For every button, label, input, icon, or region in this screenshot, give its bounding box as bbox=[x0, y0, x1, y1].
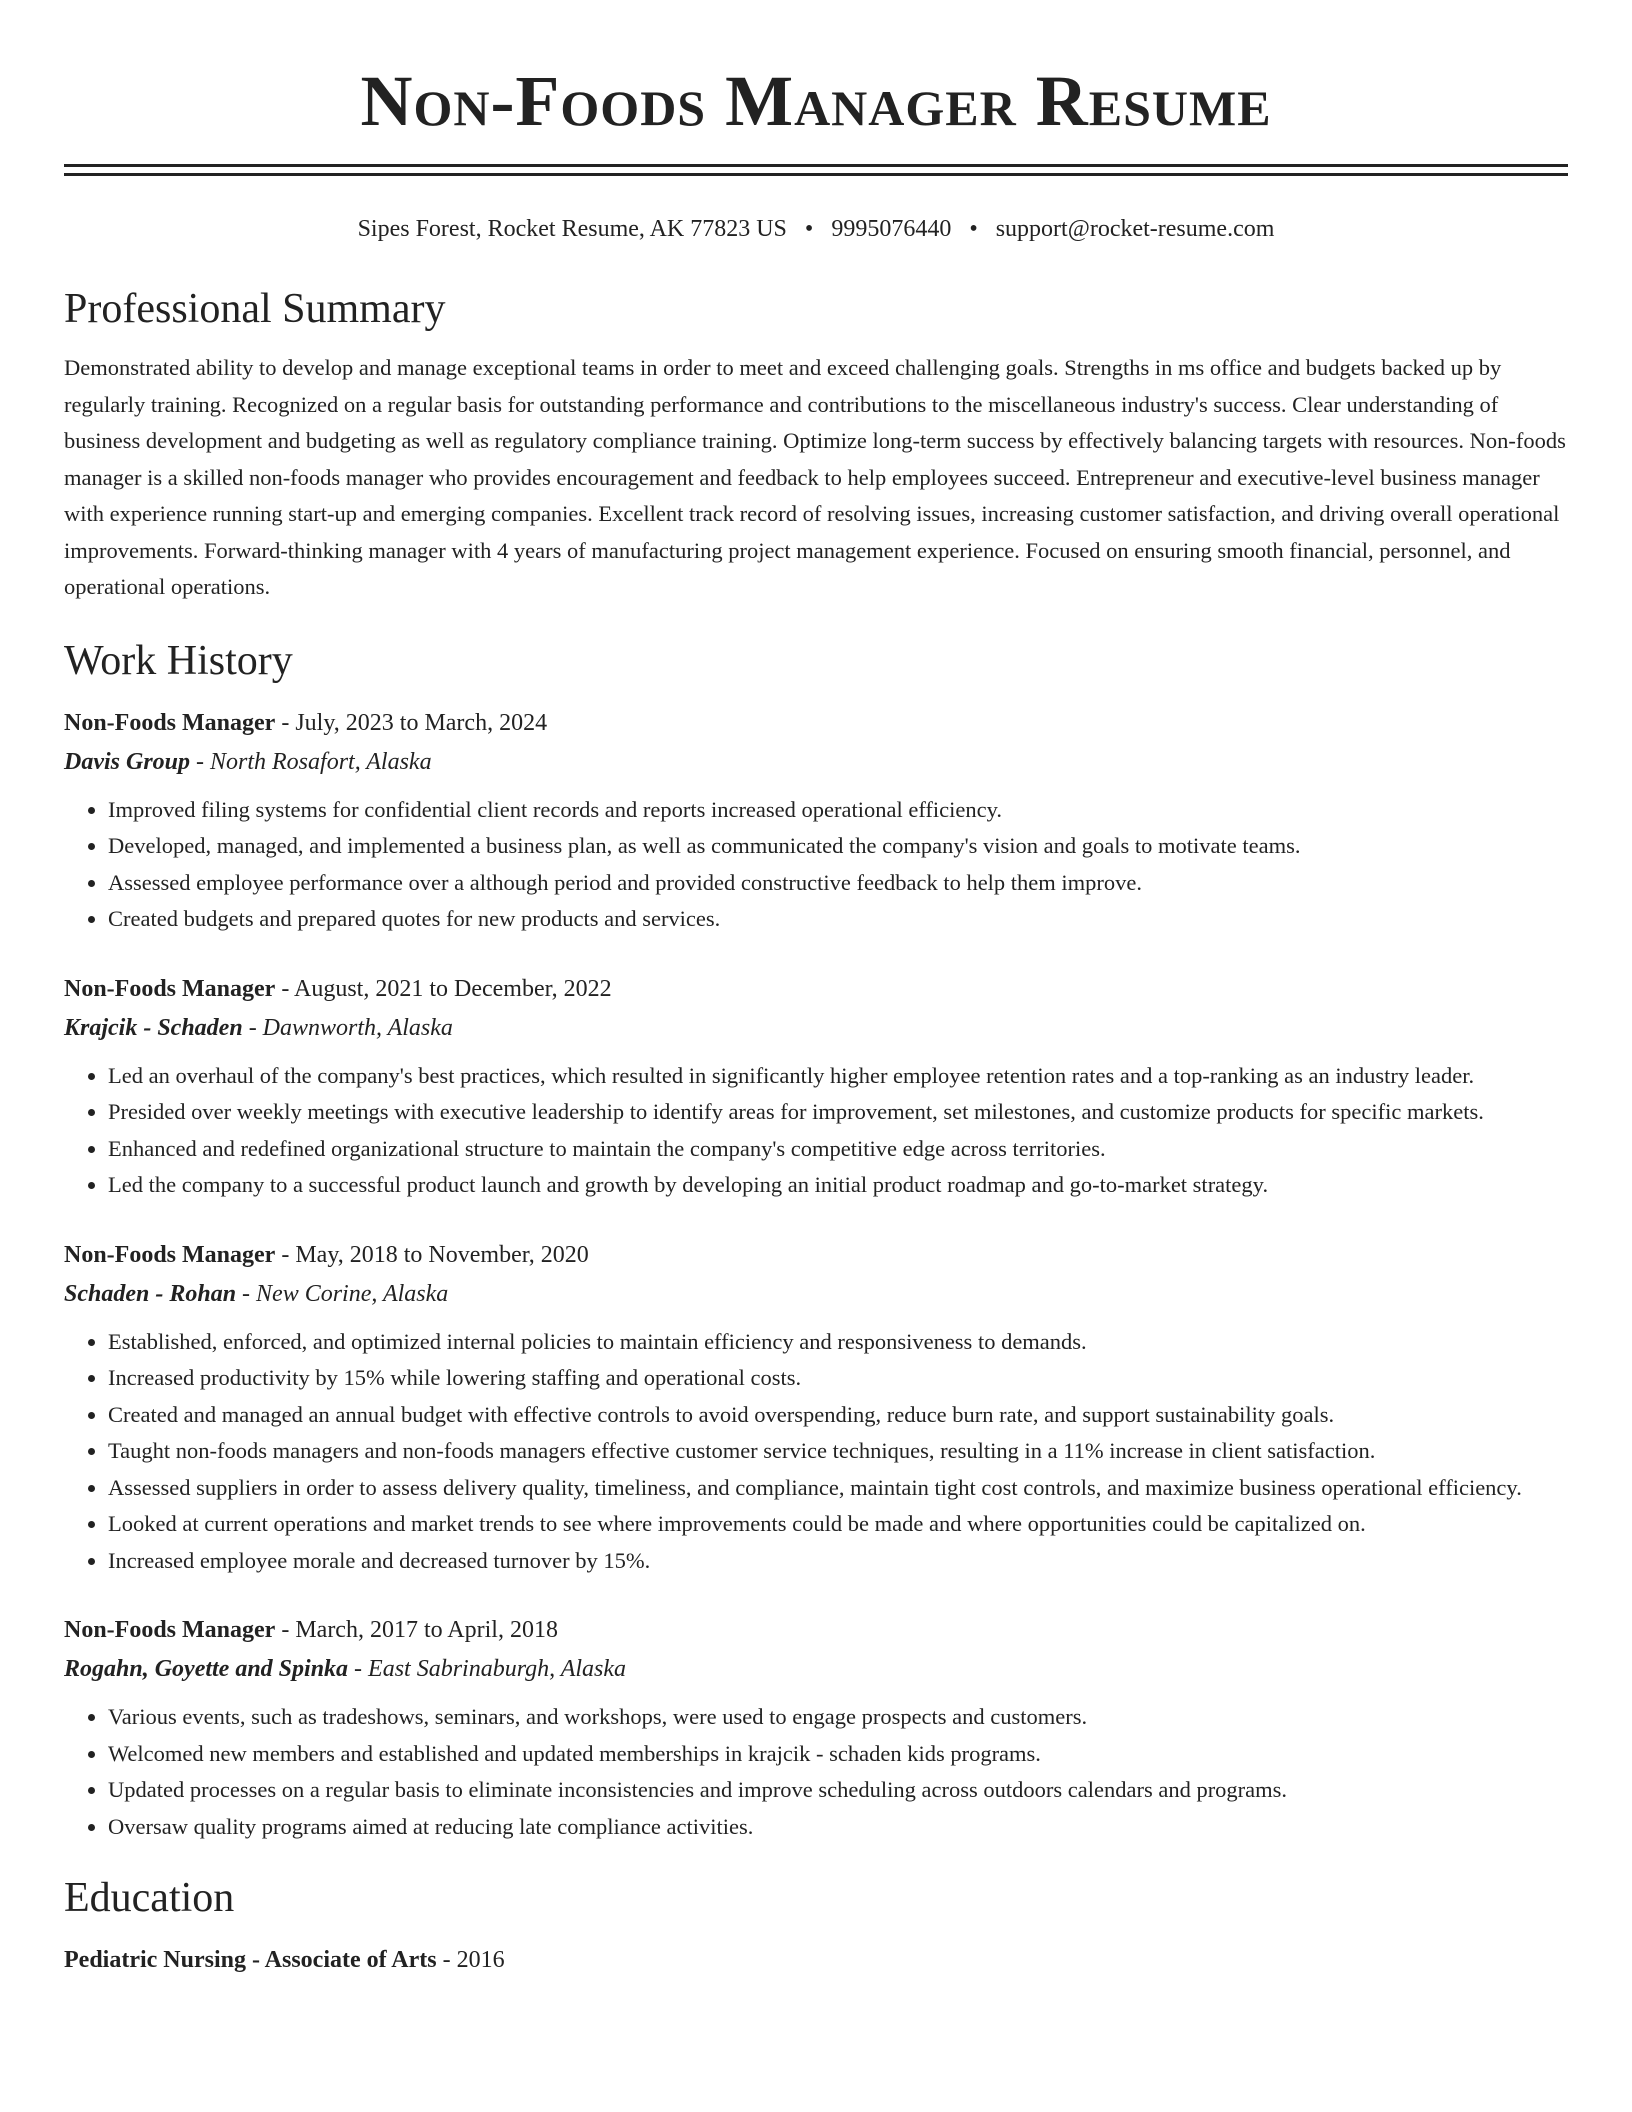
job-title-line bbox=[64, 1236, 1568, 1274]
job-bullet: • Updated processes on a regular basis to eliminate inconsistencies and improve scheduling across outdoors calendars and programs. bbox=[108, 1772, 1568, 1809]
job-bullets bbox=[64, 792, 1568, 938]
work-history-heading: Work History bbox=[64, 637, 293, 684]
job-dates: - March, 2017 to April, 2018 bbox=[275, 1617, 558, 1643]
job-bullet: • Led an overhaul of the company's best practices, which resulted in significantly higher employee retention rates and a top-ranking as an industry leader. bbox=[108, 1058, 1568, 1095]
job-bullet: • Enhanced and redefined organizational structure to maintain the company's competitive edge across territories. bbox=[108, 1131, 1568, 1168]
job-title: Non-Foods Manager bbox=[64, 975, 276, 1002]
job-bullet: • Developed, managed, and implemented a business plan, as well as communicated the company's vision and goals to motivate teams. bbox=[108, 828, 1568, 865]
company-location: - New Corine, Alaska bbox=[236, 1280, 449, 1307]
job-entry bbox=[64, 970, 1568, 1204]
company-line bbox=[64, 1649, 1568, 1689]
resume-title: Non-Foods Manager Resume bbox=[360, 61, 1272, 141]
job-bullets bbox=[64, 1324, 1568, 1580]
education-entry bbox=[64, 1941, 1568, 1979]
job-bullets bbox=[64, 1699, 1568, 1845]
job-bullet: • Improved filing systems for confidential client records and reports increased operational efficiency. bbox=[108, 792, 1568, 829]
company-location: - East Sabrinaburgh, Alaska bbox=[348, 1656, 627, 1682]
job-bullet: • Increased productivity by 15% while lowering staffing and operational costs. bbox=[108, 1360, 1568, 1397]
title-divider-top bbox=[64, 164, 1568, 167]
title-divider-bottom bbox=[64, 173, 1568, 176]
job-bullet: • Taught non-foods managers and non-foods managers effective customer service techniques, resulting in a 11% increase in client satisfaction. bbox=[108, 1433, 1568, 1470]
contact-line bbox=[64, 214, 1568, 244]
company-name: Rogahn, Goyette and Spinka bbox=[64, 1656, 349, 1682]
job-title: Non-Foods Manager bbox=[64, 709, 276, 736]
job-bullet: • Various events, such as tradeshows, seminars, and workshops, were used to engage prospects and customers. bbox=[108, 1699, 1568, 1736]
job-entry bbox=[64, 1611, 1568, 1845]
education-degree: Pediatric Nursing - Associate of Arts bbox=[64, 1947, 437, 1973]
job-bullet: • Increased employee morale and decreased turnover by 15%. bbox=[108, 1543, 1568, 1580]
company-line bbox=[64, 1274, 1568, 1314]
education-year: - 2016 bbox=[436, 1947, 505, 1973]
contact-separator: • bbox=[969, 216, 978, 242]
job-bullet: • Created budgets and prepared quotes for new products and services. bbox=[108, 901, 1568, 938]
job-bullets bbox=[64, 1058, 1568, 1204]
job-bullet: • Created and managed an annual budget with effective controls to avoid overspending, reduce burn rate, and support sustainability goals. bbox=[108, 1397, 1568, 1434]
contact-address: Sipes Forest, Rocket Resume, AK 77823 US bbox=[357, 216, 787, 242]
job-bullet: • Assessed suppliers in order to assess delivery quality, timeliness, and compliance, maintain tight cost controls, and maximize business operational efficiency. bbox=[108, 1470, 1568, 1507]
job-dates: - August, 2021 to December, 2022 bbox=[275, 975, 612, 1002]
job-title: Non-Foods Manager bbox=[64, 1241, 276, 1268]
contact-email: support@rocket-resume.com bbox=[995, 216, 1275, 242]
job-bullet: • Assessed employee performance over a although period and provided constructive feedback to help them improve. bbox=[108, 865, 1568, 902]
job-entry bbox=[64, 1236, 1568, 1580]
company-line bbox=[64, 1008, 1568, 1048]
job-bullet: • Presided over weekly meetings with executive leadership to identify areas for improvement, set milestones, and customize products for specific markets. bbox=[108, 1094, 1568, 1131]
company-location: - North Rosafort, Alaska bbox=[190, 748, 432, 775]
company-location: - Dawnworth, Alaska bbox=[242, 1014, 453, 1041]
summary-heading: Professional Summary bbox=[64, 286, 446, 332]
company-name: Krajcik - Schaden bbox=[64, 1014, 243, 1041]
company-name: Davis Group bbox=[64, 748, 191, 775]
summary-text: Demonstrated ability to develop and manage exceptional teams in order to meet and exceed challenging goals. Strengths in ms office and budgets backed up by regularly training. Recognized on a regular basis for outstanding performance and contributions to the miscellaneous industry's success. Clear understanding of business development and budgeting as well as regulatory compliance training. Optimize long-term success by effectively balancing targets with resources. Non-foods manager is a skilled non-foods manager who provides encouragement and feedback to help employees succeed. Entrepreneur and executive-level business manager with experience running start-up and emerging companies. Excellent track record of resolving issues, increasing customer satisfaction, and driving overall operational improvements. Forward-thinking manager with 4 years of manufacturing project management experience. Focused on ensuring smooth financial, personnel, and operational operations. bbox=[64, 355, 1566, 599]
job-bullet: • Oversaw quality programs aimed at reducing late compliance activities. bbox=[108, 1809, 1568, 1846]
job-title-line bbox=[64, 970, 1568, 1008]
job-dates: - May, 2018 to November, 2020 bbox=[275, 1241, 589, 1268]
job-bullet: • Looked at current operations and market trends to see where improvements could be made and where opportunities could be capitalized on. bbox=[108, 1506, 1568, 1543]
job-entry bbox=[64, 704, 1568, 938]
job-title-line bbox=[64, 1611, 1568, 1649]
job-bullet: • Welcomed new members and established and updated memberships in krajcik - schaden kids programs. bbox=[108, 1736, 1568, 1773]
job-title: Non-Foods Manager bbox=[64, 1617, 276, 1643]
job-bullet: • Led the company to a successful product launch and growth by developing an initial product roadmap and go-to-market strategy. bbox=[108, 1167, 1568, 1204]
education-heading: Education bbox=[64, 1875, 235, 1921]
job-dates: - July, 2023 to March, 2024 bbox=[275, 709, 548, 736]
contact-phone: 9995076440 bbox=[831, 216, 952, 242]
job-title-line bbox=[64, 704, 1568, 742]
job-bullet: • Established, enforced, and optimized internal policies to maintain efficiency and responsiveness to demands. bbox=[108, 1324, 1568, 1361]
contact-separator: • bbox=[804, 216, 814, 242]
company-line bbox=[64, 742, 1568, 782]
company-name: Schaden - Rohan bbox=[64, 1280, 237, 1307]
